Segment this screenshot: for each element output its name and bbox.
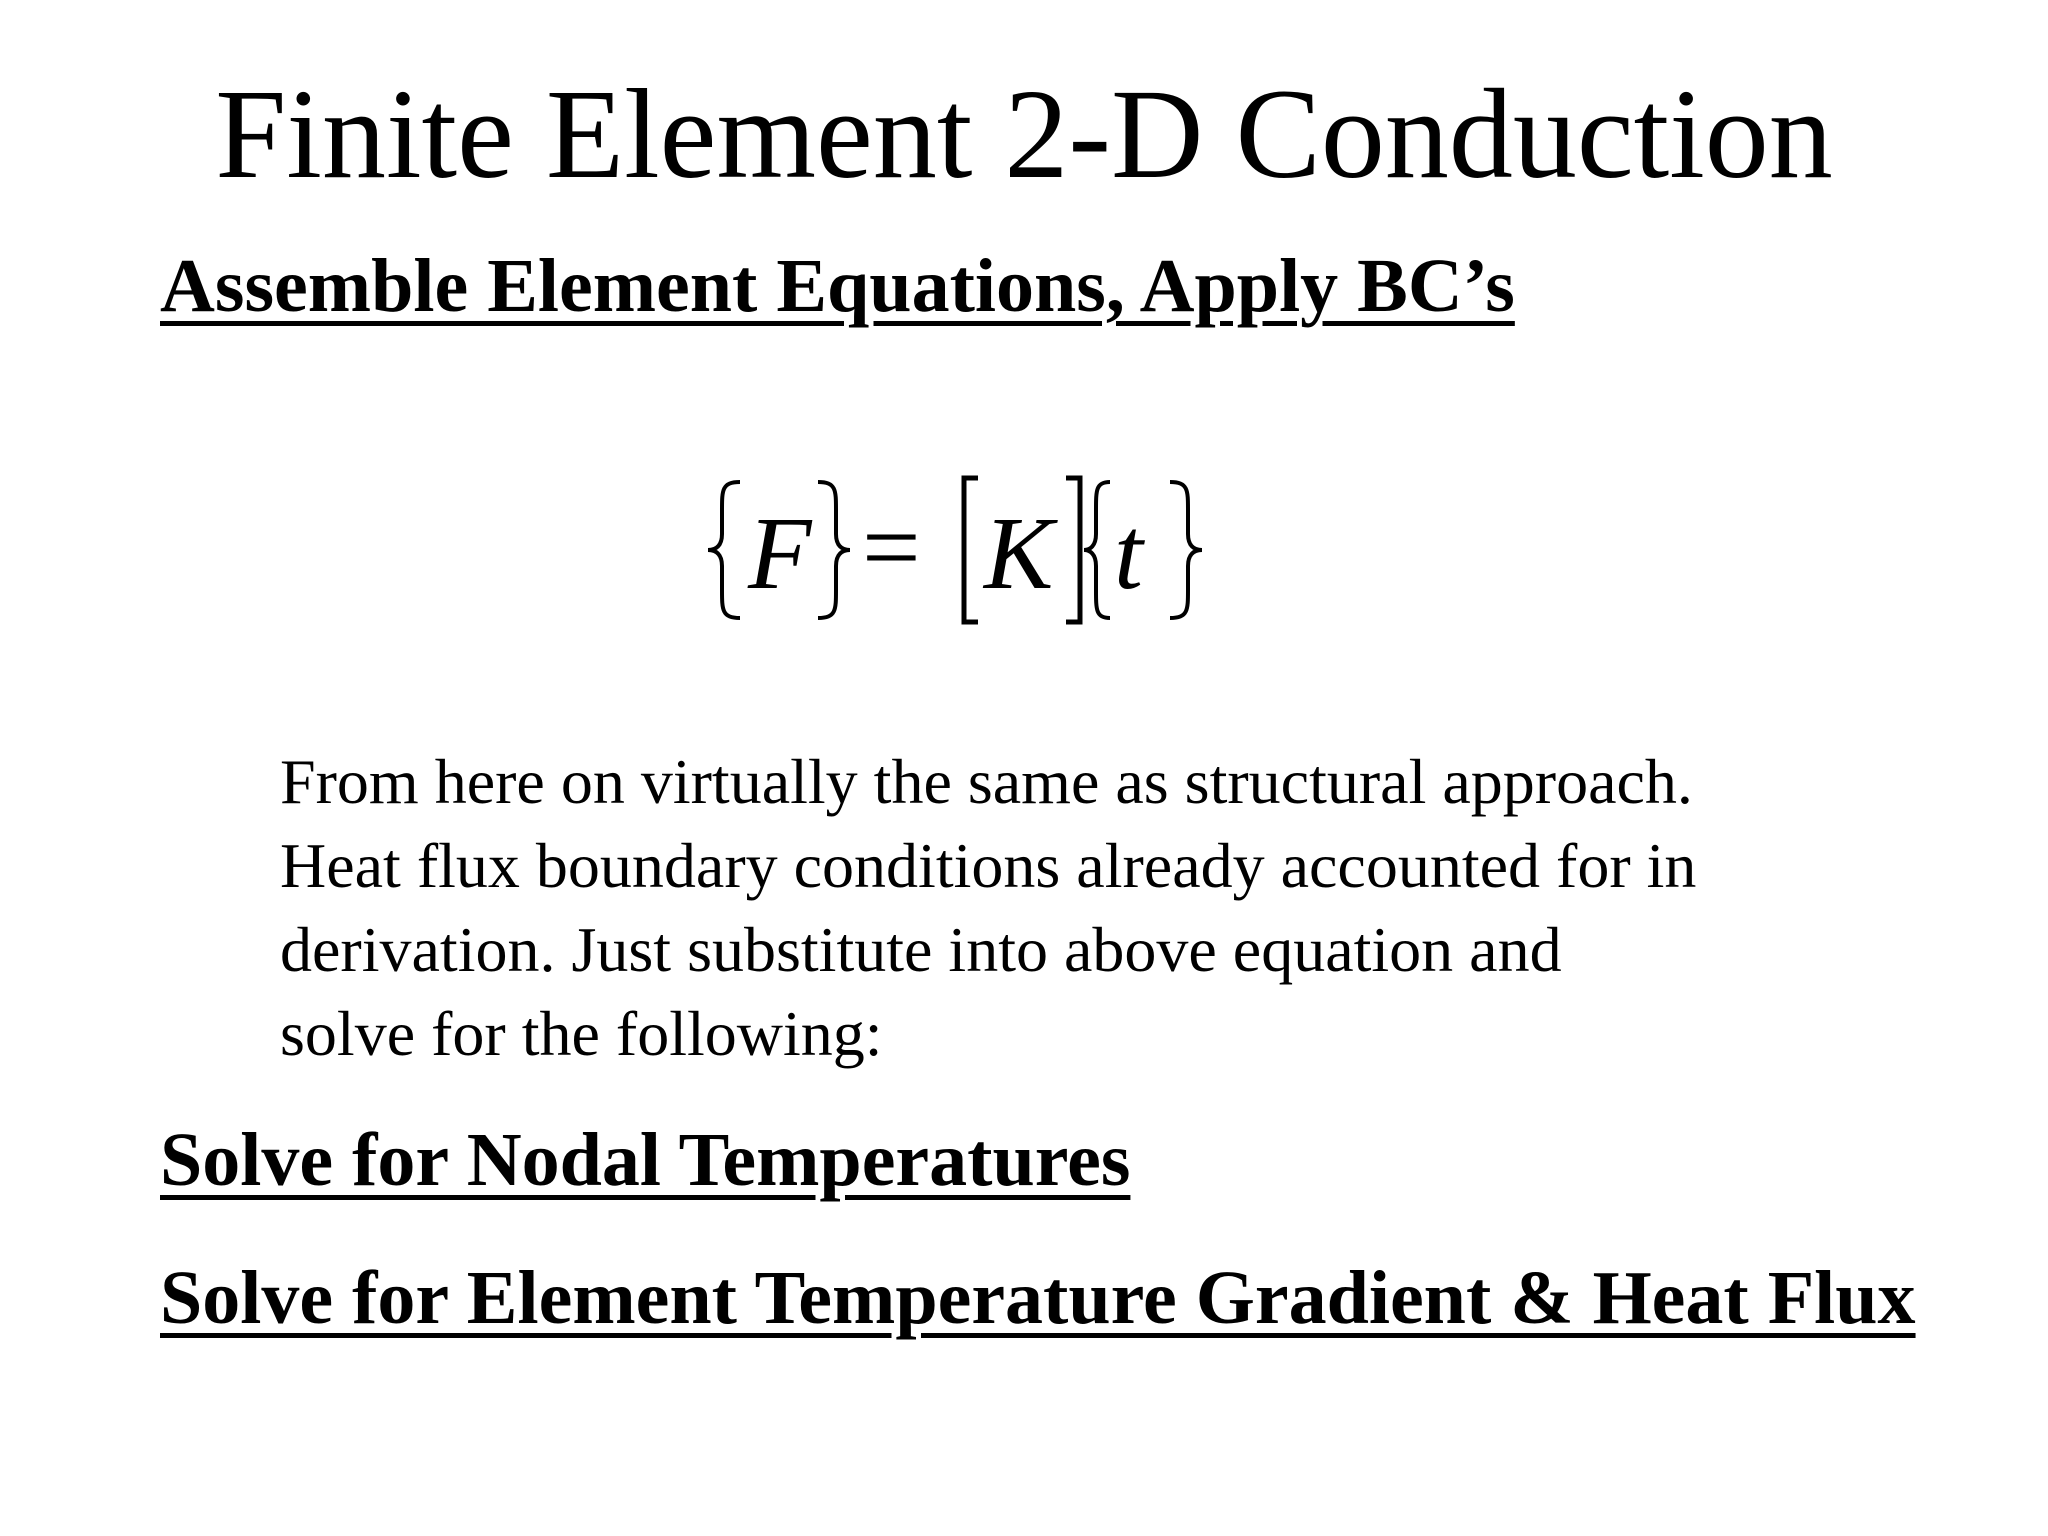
brace-open-t — [1084, 482, 1110, 618]
section-heading-nodal-temperatures: Solve for Nodal Temperatures — [160, 1118, 1131, 1202]
section-heading-assemble: Assemble Element Equations, Apply BC’s — [160, 244, 1515, 328]
brace-close-f — [818, 482, 850, 618]
slide-title: Finite Element 2-D Conduction — [215, 63, 1833, 205]
equation-graphic — [700, 460, 1260, 640]
equation-f-equals-k-t — [700, 460, 1260, 640]
equation-equals: = — [862, 490, 921, 605]
bracket-open-k — [964, 478, 978, 622]
body-line: derivation. Just substitute into above equation and — [280, 914, 1562, 985]
brace-open-f — [708, 482, 740, 618]
section-heading-gradient-heat-flux: Solve for Element Temperature Gradient & Heat Flux — [160, 1256, 1916, 1340]
body-paragraph — [280, 740, 1840, 1076]
brace-close-t — [1170, 482, 1202, 618]
body-line: solve for the following: — [280, 998, 883, 1069]
equation-f: F — [748, 496, 812, 611]
equation-k: K — [984, 496, 1054, 611]
body-line: From here on virtually the same as structural approach. — [280, 746, 1693, 817]
equation-t: t — [1114, 496, 1143, 611]
body-line: Heat flux boundary conditions already accounted for in — [280, 830, 1697, 901]
bracket-close-k — [1066, 478, 1080, 622]
